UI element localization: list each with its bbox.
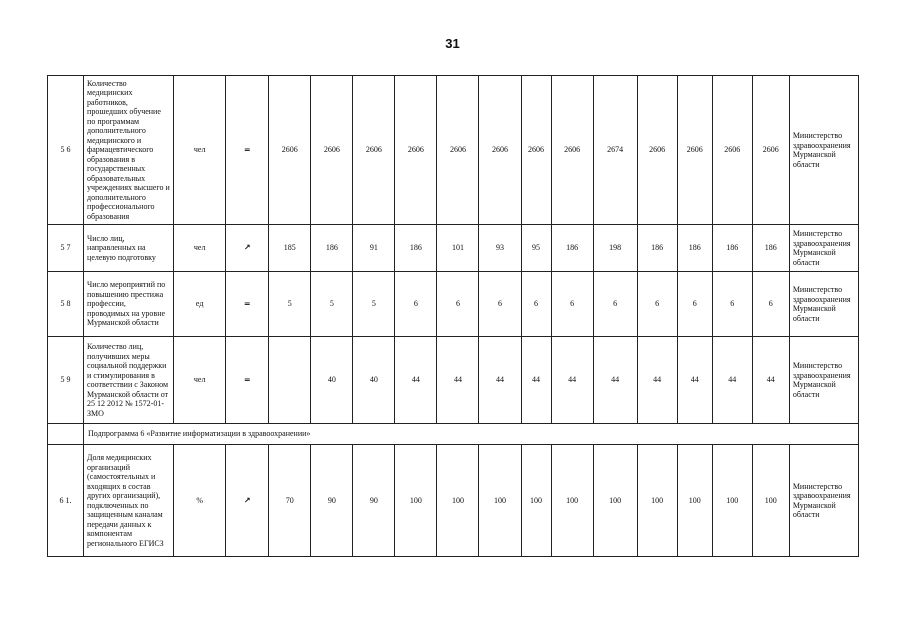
value-cell: 44 [752,337,789,424]
unit-cell: % [174,445,226,557]
unit-cell: чел [174,337,226,424]
value-cell: 2606 [437,76,479,225]
value-cell: 101 [437,225,479,272]
value-cell: 93 [479,225,521,272]
page-number: 31 [445,36,460,51]
subprogram-number-cell [48,424,84,445]
value-cell: 40 [353,337,395,424]
trend-cell: = [226,76,269,225]
row-number: 6 1. [48,445,84,557]
value-cell: 6 [712,272,752,337]
value-cell: 186 [311,225,353,272]
value-cell: 2674 [593,76,637,225]
value-cell: 44 [521,337,551,424]
table-row [48,445,859,557]
value-cell: 6 [752,272,789,337]
value-cell: 186 [677,225,712,272]
value-cell: 186 [712,225,752,272]
value-cell: 44 [593,337,637,424]
value-cell: 90 [311,445,353,557]
unit-cell: чел [174,225,226,272]
value-cell: 2606 [353,76,395,225]
value-cell: 100 [437,445,479,557]
value-cell: 44 [395,337,437,424]
table-row [48,225,859,272]
value-cell: 44 [677,337,712,424]
indicator-name: Количество медицинских работников, прошедших обучение по программам дополнительного медицинского и фармацевтического образования в государственных образовательных учреждениях высшего и дополнительного профессионального образования [84,76,174,225]
executor-cell: Министерство здравоохранения Мурманской области [789,337,858,424]
value-cell: 2606 [637,76,677,225]
value-cell: 44 [712,337,752,424]
value-cell: 40 [311,337,353,424]
unit-cell: ед [174,272,226,337]
subprogram-title: Подпрограмма 6 «Развитие информатизации в здравоохранении» [84,424,859,445]
executor-cell: Министерство здравоохранения Мурманской области [789,76,858,225]
indicator-name: Количество лиц, получивших меры социальной поддержки и стимулирования в соответствии с Законом Мурманской области от 25 12 2012 № 1572-01-ЗМО [84,337,174,424]
value-cell [269,337,311,424]
unit-cell: чел [174,76,226,225]
row-number: 5 8 [48,272,84,337]
value-cell: 100 [395,445,437,557]
value-cell: 90 [353,445,395,557]
table-row [48,76,859,225]
executor-cell: Министерство здравоохранения Мурманской области [789,445,858,557]
table-row [48,272,859,337]
value-cell: 186 [752,225,789,272]
trend-cell: = [226,272,269,337]
value-cell: 44 [479,337,521,424]
value-cell: 5 [353,272,395,337]
row-number: 5 7 [48,225,84,272]
value-cell: 6 [395,272,437,337]
value-cell: 6 [437,272,479,337]
value-cell: 100 [551,445,593,557]
value-cell: 44 [637,337,677,424]
value-cell: 100 [521,445,551,557]
indicator-name: Число мероприятий по повышению престижа профессии, проводимых на уровне Мурманской области [84,272,174,337]
value-cell: 2606 [269,76,311,225]
value-cell: 44 [551,337,593,424]
value-cell: 186 [637,225,677,272]
value-cell: 91 [353,225,395,272]
value-cell: 100 [712,445,752,557]
value-cell: 100 [593,445,637,557]
value-cell: 6 [677,272,712,337]
trend-cell: = [226,337,269,424]
value-cell: 95 [521,225,551,272]
value-cell: 6 [521,272,551,337]
value-cell: 100 [479,445,521,557]
table-row [48,337,859,424]
value-cell: 2606 [521,76,551,225]
value-cell: 2606 [712,76,752,225]
row-number: 5 6 [48,76,84,225]
row-number: 5 9 [48,337,84,424]
value-cell: 6 [637,272,677,337]
value-cell: 6 [479,272,521,337]
value-cell: 70 [269,445,311,557]
executor-cell: Министерство здравоохранения Мурманской области [789,272,858,337]
value-cell: 100 [752,445,789,557]
indicator-name: Доля медицинских организаций (самостоятельных и входящих в состав других организаций), подключенных по защищенным каналам передачи данных к компонентам регионального ЕГИСЗ [84,445,174,557]
value-cell: 198 [593,225,637,272]
value-cell: 2606 [311,76,353,225]
value-cell: 6 [551,272,593,337]
value-cell: 2606 [677,76,712,225]
value-cell: 100 [637,445,677,557]
value-cell: 185 [269,225,311,272]
value-cell: 5 [311,272,353,337]
subprogram-row [48,424,859,445]
value-cell: 2606 [395,76,437,225]
trend-cell: ↗ [226,445,269,557]
value-cell: 6 [593,272,637,337]
value-cell: 2606 [479,76,521,225]
indicators-table [47,75,859,557]
value-cell: 186 [395,225,437,272]
value-cell: 186 [551,225,593,272]
value-cell: 2606 [551,76,593,225]
executor-cell: Министерство здравоохранения Мурманской области [789,225,858,272]
value-cell: 44 [437,337,479,424]
indicator-name: Число лиц, направленных на целевую подготовку [84,225,174,272]
value-cell: 5 [269,272,311,337]
value-cell: 2606 [752,76,789,225]
value-cell: 100 [677,445,712,557]
trend-cell: ↗ [226,225,269,272]
